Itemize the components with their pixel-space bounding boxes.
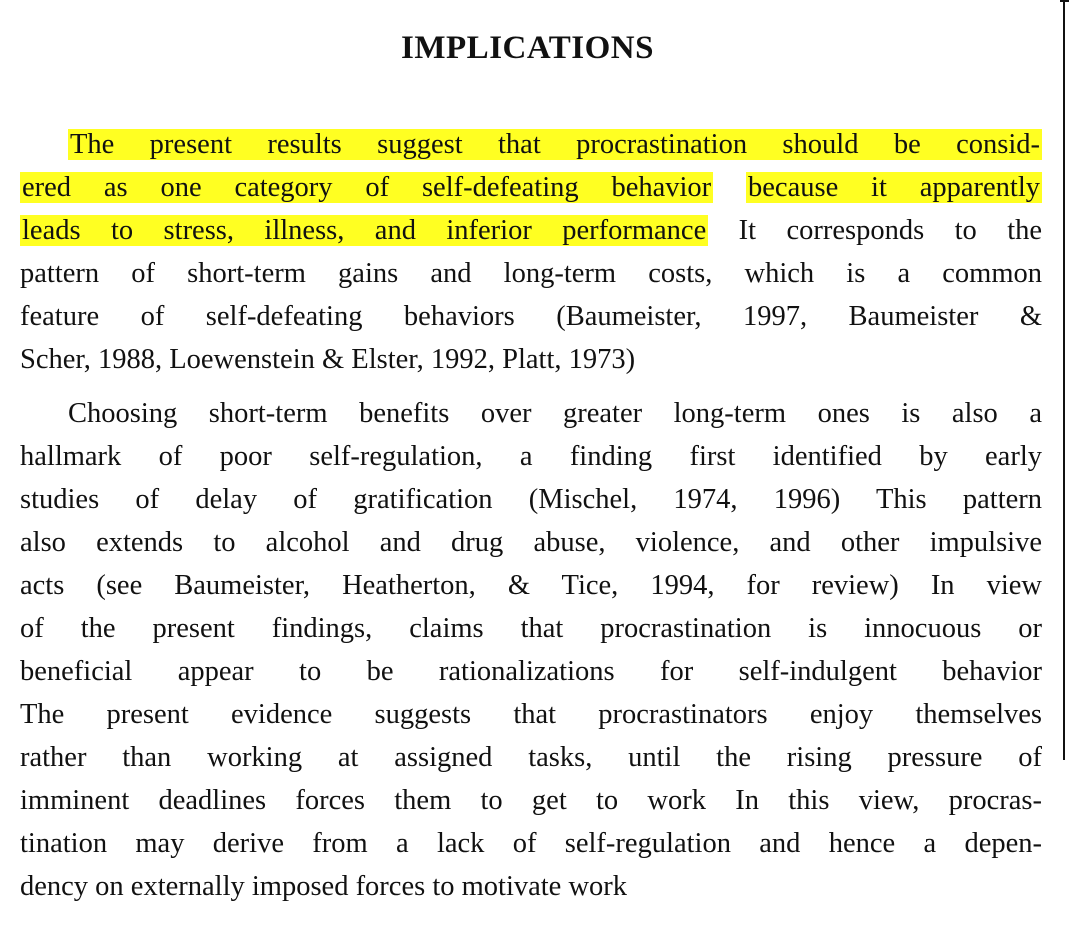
- text-line: [20, 211, 1042, 251]
- section-heading: IMPLICATIONS: [401, 30, 654, 66]
- text-line: studies of delay of gratification (Mischel, 1974, 1996) This pattern: [20, 484, 1042, 515]
- highlighted-text: The present results suggest that procrastination should be consid-: [70, 129, 1040, 160]
- text-line: of the present findings, claims that procrastination is innocuous or: [20, 613, 1042, 644]
- text-line: feature of self-defeating behaviors (Baumeister, 1997, Baumeister &: [20, 301, 1042, 332]
- text-line: The present evidence suggests that procrastinators enjoy themselves: [20, 699, 1042, 730]
- text-line: beneficial appear to be rationalizations for self-indulgent behavior: [20, 656, 1042, 687]
- text-line: dency on externally imposed forces to motivate work: [20, 871, 628, 902]
- highlighted-text: ered as one category of self-defeating behavior: [22, 172, 712, 203]
- text-line: rather than working at assigned tasks, until the rising pressure of: [20, 742, 1042, 773]
- text-line: also extends to alcohol and drug abuse, violence, and other impulsive: [20, 527, 1042, 558]
- text-line: pattern of short-term gains and long-term costs, which is a common: [20, 258, 1042, 289]
- text-line: [20, 168, 1042, 208]
- text-line: Scher, 1988, Loewenstein & Elster, 1992, Platt, 1973): [20, 344, 636, 375]
- text-line: Choosing short-term benefits over greater long-term ones is also a: [68, 398, 1042, 429]
- text-line: [68, 125, 1042, 165]
- text-line: tination may derive from a lack of self-regulation and hence a depen-: [20, 828, 1042, 859]
- page-edge-rule: [1063, 0, 1065, 760]
- highlighted-text: because it apparently: [748, 172, 1041, 203]
- highlighted-text: leads to stress, illness, and inferior performance: [22, 215, 707, 246]
- text-line: imminent deadlines forces them to get to work In this view, procras-: [20, 785, 1042, 816]
- text-line: hallmark of poor self-regulation, a finding first identified by early: [20, 441, 1042, 472]
- text-line: acts (see Baumeister, Heatherton, & Tice, 1994, for review) In view: [20, 570, 1042, 601]
- line-text: It corresponds to the: [738, 215, 1043, 246]
